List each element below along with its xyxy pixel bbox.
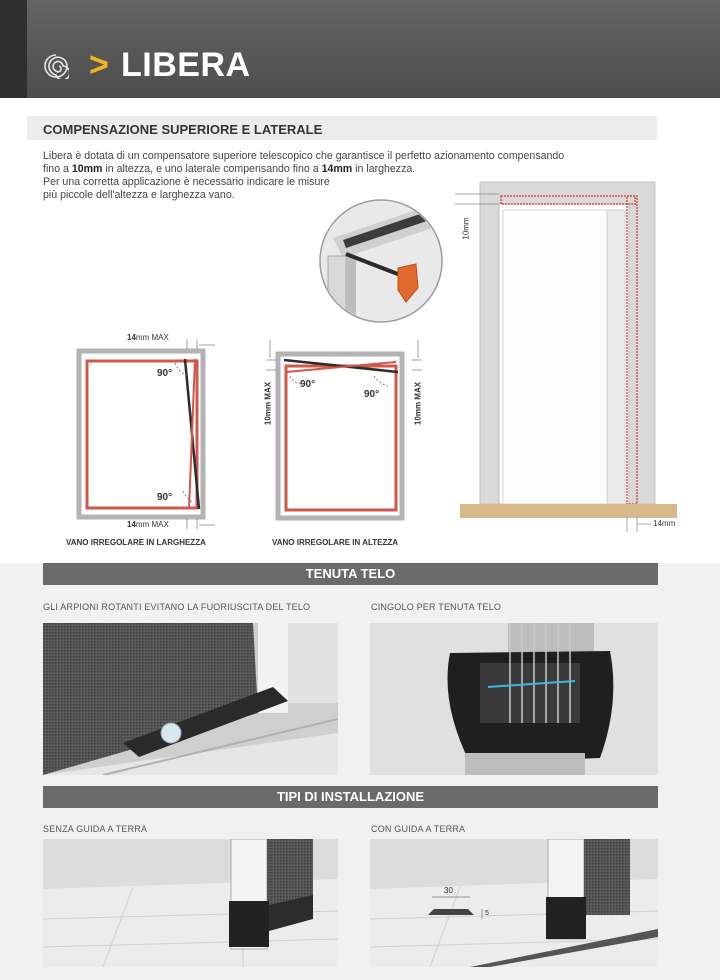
guide-width-label: 30 [444, 886, 453, 895]
height-angle-left: 90° [300, 379, 316, 390]
diagram-height-irregular [262, 340, 432, 525]
tenuta-left-caption: GLI ARPIONI ROTANTI EVITANO LA FUORIUSCITA DEL TELO [43, 602, 311, 612]
installazione-right-caption: CON GUIDA A TERRA [371, 824, 466, 834]
compensator-detail-illustration [318, 198, 444, 324]
height-right-label: 10mm MAX [413, 381, 423, 426]
width-diagram-caption: VANO IRREGOLARE IN LARGHEZZA [66, 538, 206, 547]
tenuta-right-caption: CINGOLO PER TENUTA TELO [371, 602, 502, 612]
with-floor-guide-photo [370, 839, 658, 967]
door-section-drawing [455, 176, 685, 536]
width-top-label: 14mm MAX [127, 333, 169, 342]
rotating-hooks-photo [43, 623, 338, 775]
header-stripe [0, 0, 27, 98]
description-line-2: fino a 10mm in altezza, e uno laterale compensando fino a 14mm in larghezza. [43, 163, 416, 175]
track-belt-photo [370, 623, 658, 775]
width-angle-bottom: 90° [157, 492, 173, 503]
diagram-width-irregular [75, 333, 225, 533]
installazione-left-caption: SENZA GUIDA A TERRA [43, 824, 148, 834]
tipi-installazione-bar: TIPI DI INSTALLAZIONE [43, 786, 658, 808]
width-bottom-label: 14mm MAX [127, 520, 169, 529]
description-line-1: Libera è dotata di un compensatore superiore telescopico che garantisce il perfetto azionamento compensando [43, 150, 565, 162]
page-title: LIBERA [121, 46, 251, 84]
tenuta-telo-bar: TENUTA TELO [43, 563, 658, 585]
header-arrow: > [89, 46, 109, 84]
height-left-label: 10mm MAX [263, 381, 273, 426]
height-diagram-caption: VANO IRREGOLARE IN ALTEZZA [272, 538, 399, 547]
guide-height-label: 5 [485, 910, 489, 917]
spiral-logo-icon [43, 53, 69, 79]
door-height-label: 10mm [461, 217, 471, 240]
width-angle-top: 90° [157, 368, 173, 379]
description-line-3: Per una corretta applicazione è necessario indicare le misure [43, 176, 330, 188]
height-angle-right: 90° [364, 389, 380, 400]
section-title: COMPENSAZIONE SUPERIORE E LATERALE [43, 122, 323, 137]
description-line-4: più piccole dell'altezza e larghezza vano. [43, 189, 235, 201]
without-floor-guide-photo [43, 839, 338, 967]
door-width-label: 14mm [653, 519, 676, 528]
